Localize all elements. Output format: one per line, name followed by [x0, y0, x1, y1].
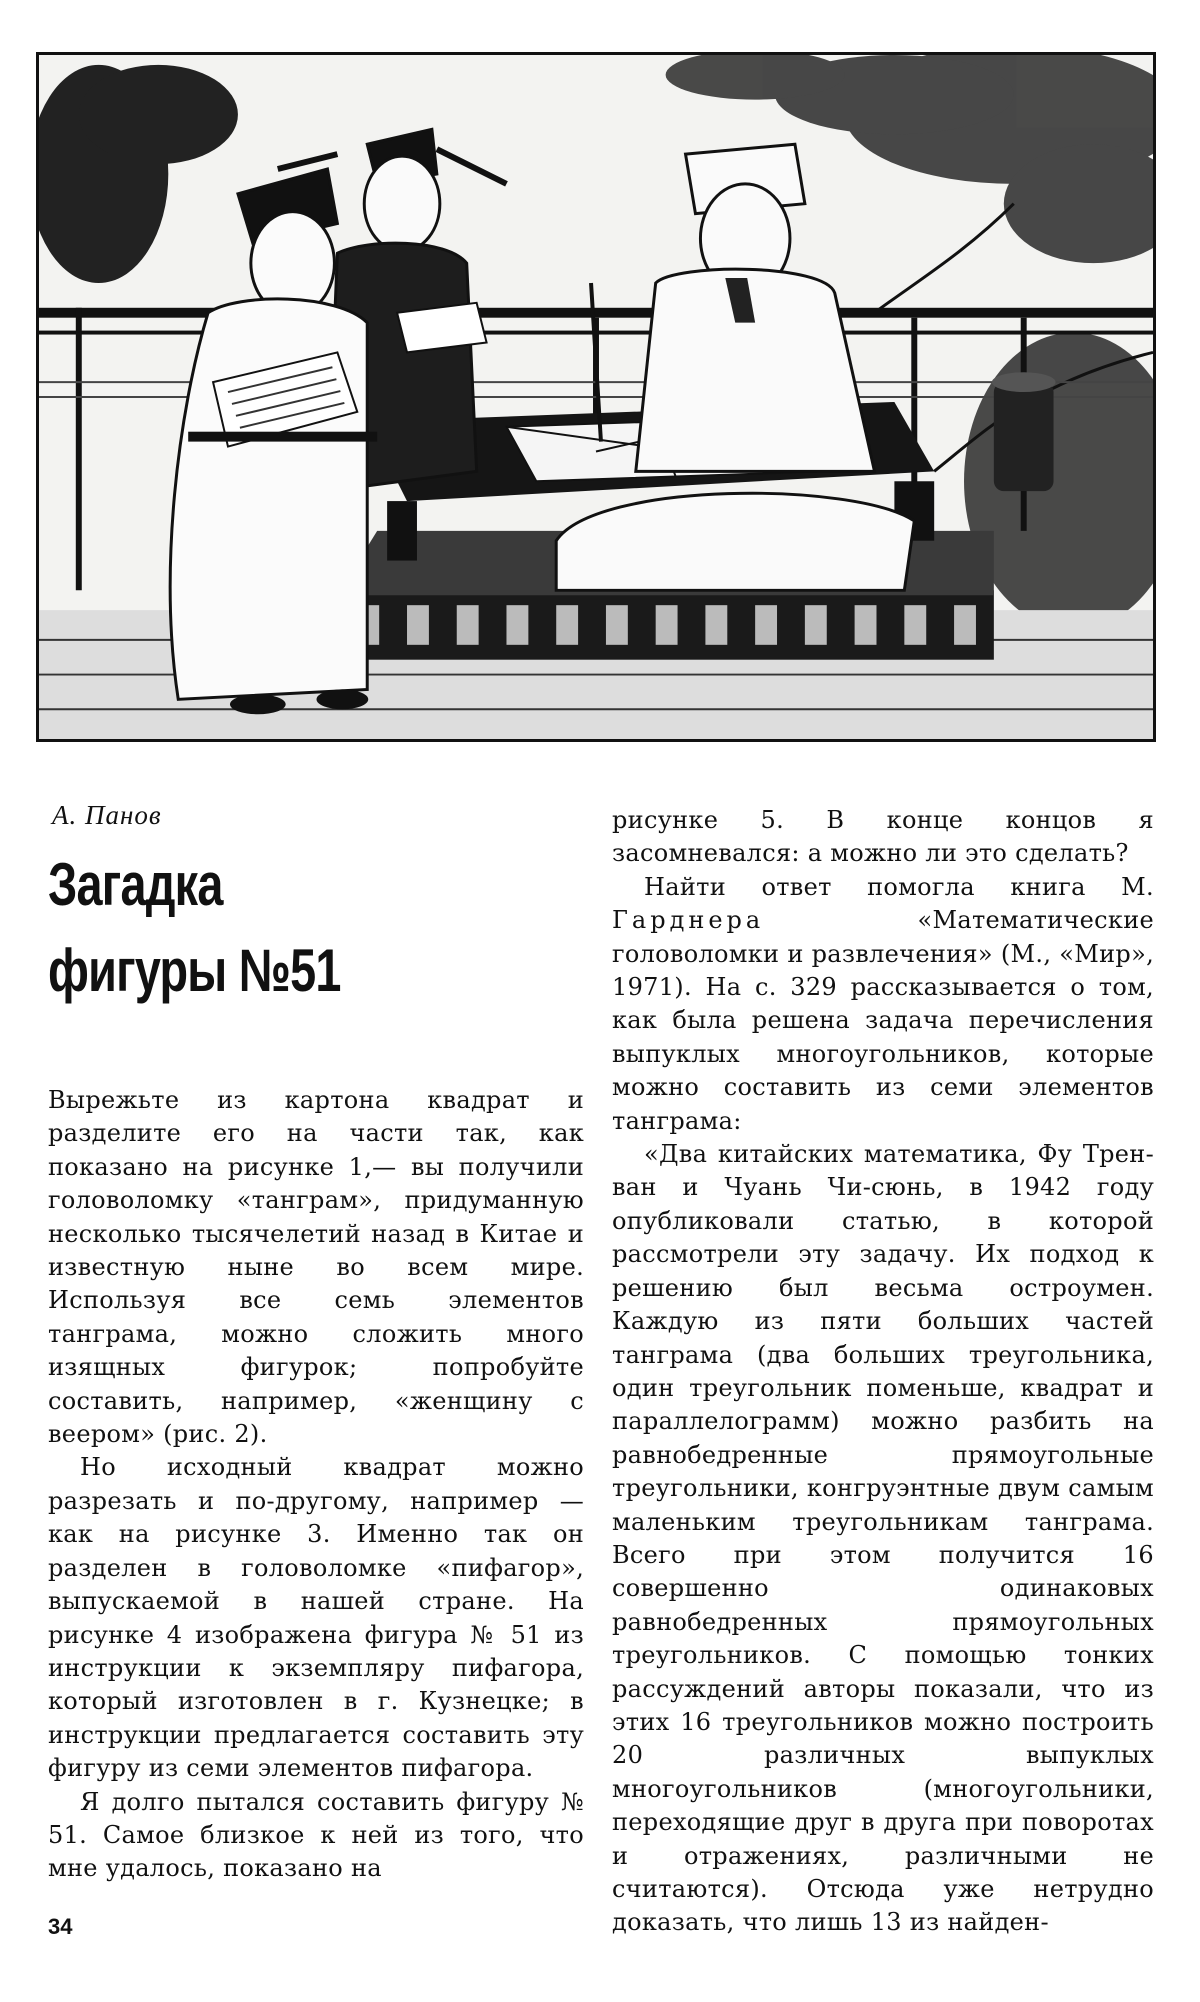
right-column [612, 804, 1154, 1940]
title-line-2: фигуры №51 [48, 937, 341, 1004]
paragraph-5-start: Найти ответ помогла книга М. [644, 872, 1154, 901]
illustration-drawing [39, 55, 1153, 739]
page-number: 34 [48, 1914, 73, 1939]
left-column [48, 1084, 584, 1886]
paragraph-4: рисунке 5. В конце концов я засомневался: а можно ли это сделать? [612, 806, 1154, 868]
title-line-1: Загадка [48, 851, 223, 918]
author-reference: Гарднера [612, 906, 765, 935]
paragraph-3: Я долго пытался составить фигуру № 51. Самое близкое к ней из того, что мне удалось, показано на [48, 1787, 584, 1883]
author-name: А. Панов [52, 800, 162, 830]
illustration-chinese-scholars [36, 52, 1156, 742]
paragraph-6: «Два китайских математика, Фу Трен-ван и Чуань Чи-сюнь, в 1942 году опубликовали статью, в которой рассмотрели эту задачу. Их подход к решению был весьма остроумен. Каждую из пяти больших частей танграма (два больших треугольника, один треугольник поменьше, квадрат и параллелограмм) можно разбить на равнобедренные прямоугольные треугольники, конгруэнтные двум самым маленьким треугольникам танграма. Всего при этом получится 16 совершенно одинаковых равнобедренных прямоугольных треугольников. С помощью тонких рассуждений авторы показали, что из этих 16 треугольников можно построить 20 различных выпуклых многоугольников (многоугольники, переходящие друг в друга при поворотах и отражениях, различными не считаются). Отсюда уже нетрудно доказать, что лишь 13 из найден- [612, 1140, 1154, 1937]
paragraph-5-end: «Математические головоломки и развлечения» (М., «Мир», 1971). На с. 329 рассказывается о том, как была решена задача перечисления выпуклых многоугольников, которые можно составить из семи элементов танграма: [612, 906, 1154, 1135]
paragraph-1: Вырежьте из картона квадрат и разделите его на части так, как показано на рисунке 1,— вы получили головоломку «танграм», придуманную несколько тысячелетий назад в Китае и известную ныне во всем мире. Используя все семь элементов танграма, можно сложить много изящных фигурок; попробуйте составить, например, «женщину с веером» (рис. 2). [48, 1086, 584, 1449]
paragraph-2: Но исходный квадрат можно разрезать и по-другому, например — как на рисунке 3. Именно так он разделен в головоломке «пифагор», выпускаемой в нашей стране. На рисунке 4 изображена фигура № 51 из инструкции к экземпляру пифагора, который изготовлен в г. Кузнецке; в инструкции предлагается составить эту фигуру из семи элементов пифагора. [48, 1453, 584, 1783]
article-title [48, 842, 341, 1014]
paragraph-5 [612, 871, 1154, 1138]
